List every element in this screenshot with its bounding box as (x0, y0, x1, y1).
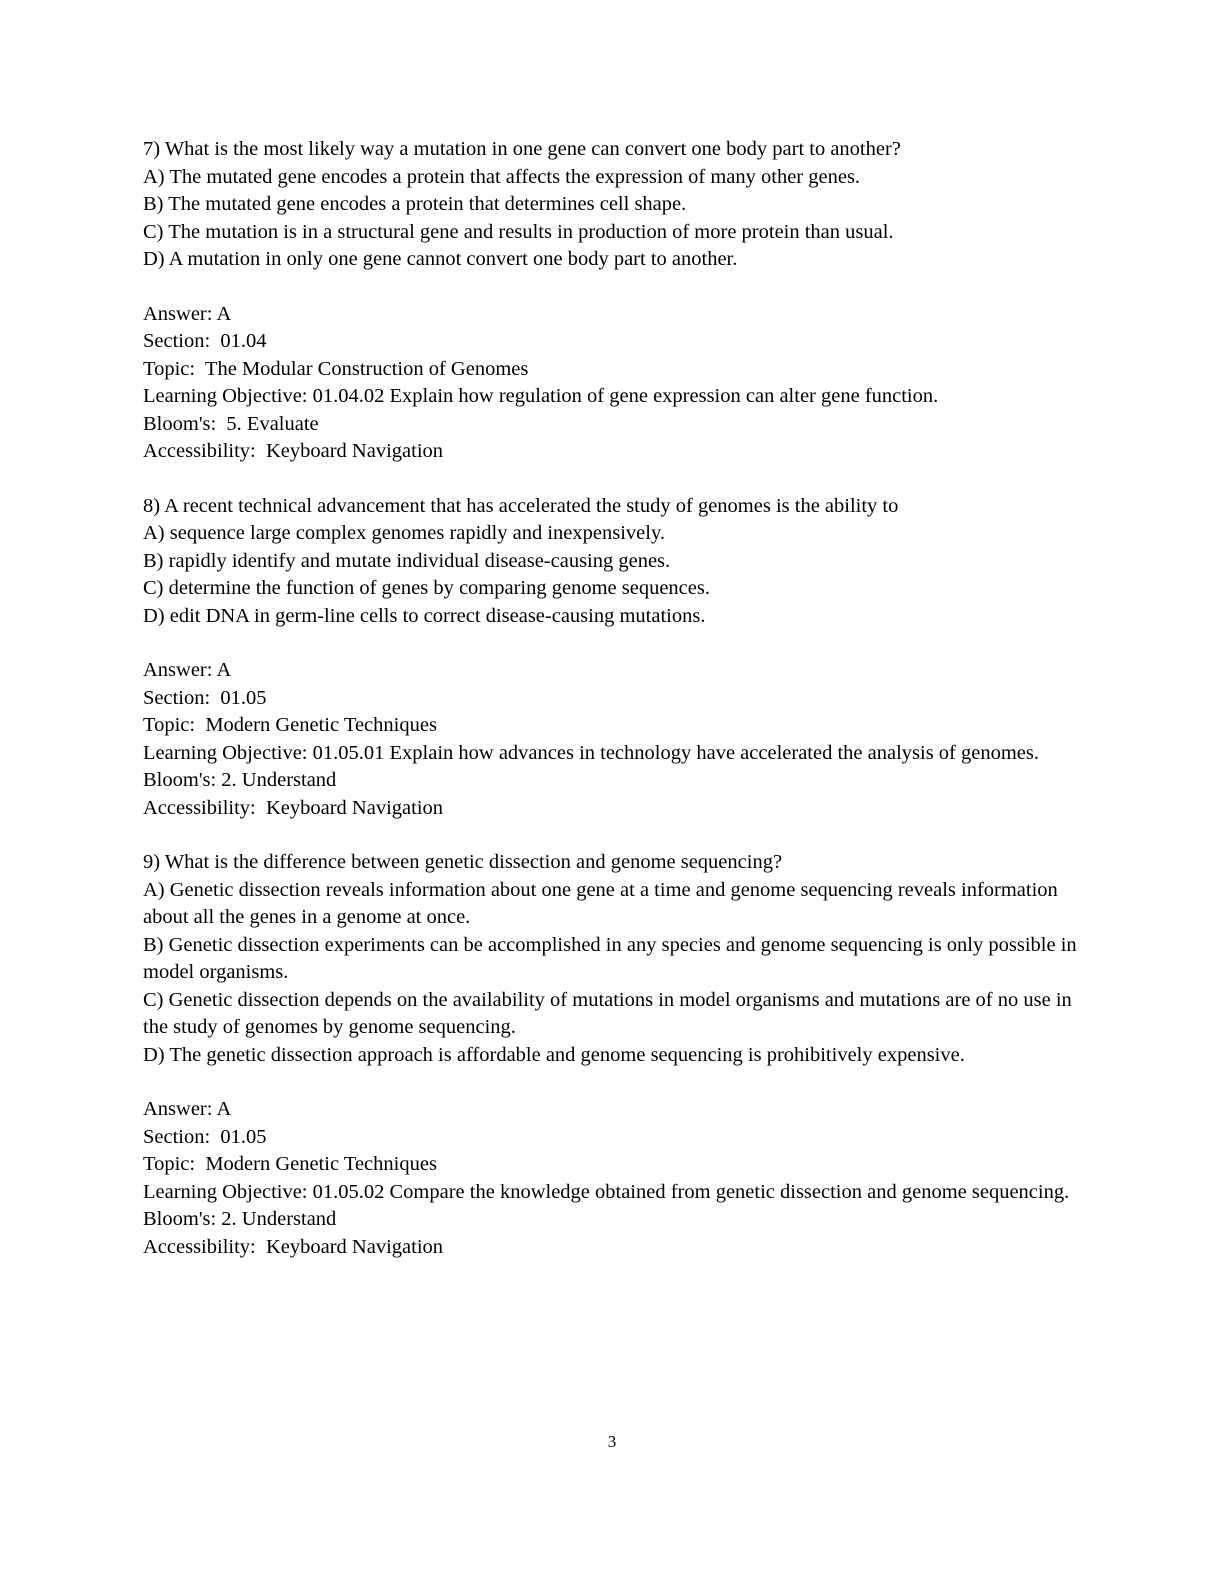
question-block (143, 136, 1078, 466)
question-metadata (143, 301, 1078, 466)
question-choice: A) sequence large complex genomes rapidly and inexpensively. (143, 522, 666, 544)
question-choice: C) determine the function of genes by comparing genome sequences. (143, 577, 710, 599)
section-line: Section: 01.05 (143, 1125, 267, 1148)
section-line: Section: 01.04 (143, 330, 267, 352)
accessibility-line: Accessibility: Keyboard Navigation (143, 1235, 444, 1258)
question-choice: A) Genetic dissection reveals information about one gene at a time and genome sequencing reveals information about all the genes in a genome at once. (143, 878, 1063, 928)
page-content (143, 136, 1082, 1261)
topic-line: Topic: Modern Genetic Techniques (143, 1153, 437, 1175)
question-metadata (143, 657, 1078, 822)
question-stem: 9) What is the difference between genetic dissection and genome sequencing? (143, 851, 783, 873)
topic-line: Topic: Modern Genetic Techniques (143, 714, 437, 736)
question-block (143, 493, 1078, 823)
learning-objective-line: Learning Objective: 01.05.02 Compare the knowledge obtained from genetic dissection and genome sequencing. (143, 1180, 1070, 1203)
blooms-line: Bloom's: 5. Evaluate (143, 412, 319, 435)
accessibility-line: Accessibility: Keyboard Navigation (143, 796, 444, 819)
block-spacer (143, 274, 1078, 301)
question-choice: A) The mutated gene encodes a protein that affects the expression of many other genes. (143, 165, 861, 188)
question-choice: C) The mutation is in a structural gene and results in production of more protein than usual. (143, 220, 894, 243)
page-number: 3 (607, 1432, 617, 1451)
question-choice: D) The genetic dissection approach is affordable and genome sequencing is prohibitively expensive. (143, 1043, 965, 1066)
accessibility-line: Accessibility: Keyboard Navigation (143, 440, 444, 462)
question-stem: 8) A recent technical advancement that has accelerated the study of genomes is the ability to (143, 494, 899, 517)
blooms-line: Bloom's: 2. Understand (143, 1208, 337, 1230)
question-block (143, 849, 1082, 1261)
block-spacer (143, 1069, 1078, 1096)
learning-objective-line: Learning Objective: 01.04.02 Explain how regulation of gene expression can alter gene function. (143, 385, 939, 407)
answer-line: Answer: A (143, 659, 232, 681)
question-choice: D) A mutation in only one gene cannot convert one body part to another. (143, 248, 738, 270)
question-choice: C) Genetic dissection depends on the availability of mutations in model organisms and mutations are of no use in the study of genomes by genome sequencing. (143, 988, 1077, 1038)
question-choice: B) rapidly identify and mutate individual disease-causing genes. (143, 549, 671, 572)
question-metadata (143, 1096, 1078, 1261)
topic-line: Topic: The Modular Construction of Genomes (143, 357, 529, 380)
section-line: Section: 01.05 (143, 686, 267, 709)
block-spacer (143, 822, 1078, 849)
answer-line: Answer: A (143, 1098, 232, 1120)
question-choice: B) The mutated gene encodes a protein that determines cell shape. (143, 193, 687, 215)
learning-objective-line: Learning Objective: 01.05.01 Explain how advances in technology have accelerated the analysis of genomes. (143, 741, 1039, 764)
block-spacer (143, 630, 1078, 657)
question-choice: B) Genetic dissection experiments can be accomplished in any species and genome sequencing is only possible in model organisms. (143, 933, 1082, 983)
question-stem: 7) What is the most likely way a mutation in one gene can convert one body part to another? (143, 138, 901, 160)
question-choice: D) edit DNA in germ-line cells to correct disease-causing mutations. (143, 604, 706, 627)
block-spacer (143, 466, 1078, 493)
answer-line: Answer: A (143, 302, 232, 325)
blooms-line: Bloom's: 2. Understand (143, 769, 337, 791)
